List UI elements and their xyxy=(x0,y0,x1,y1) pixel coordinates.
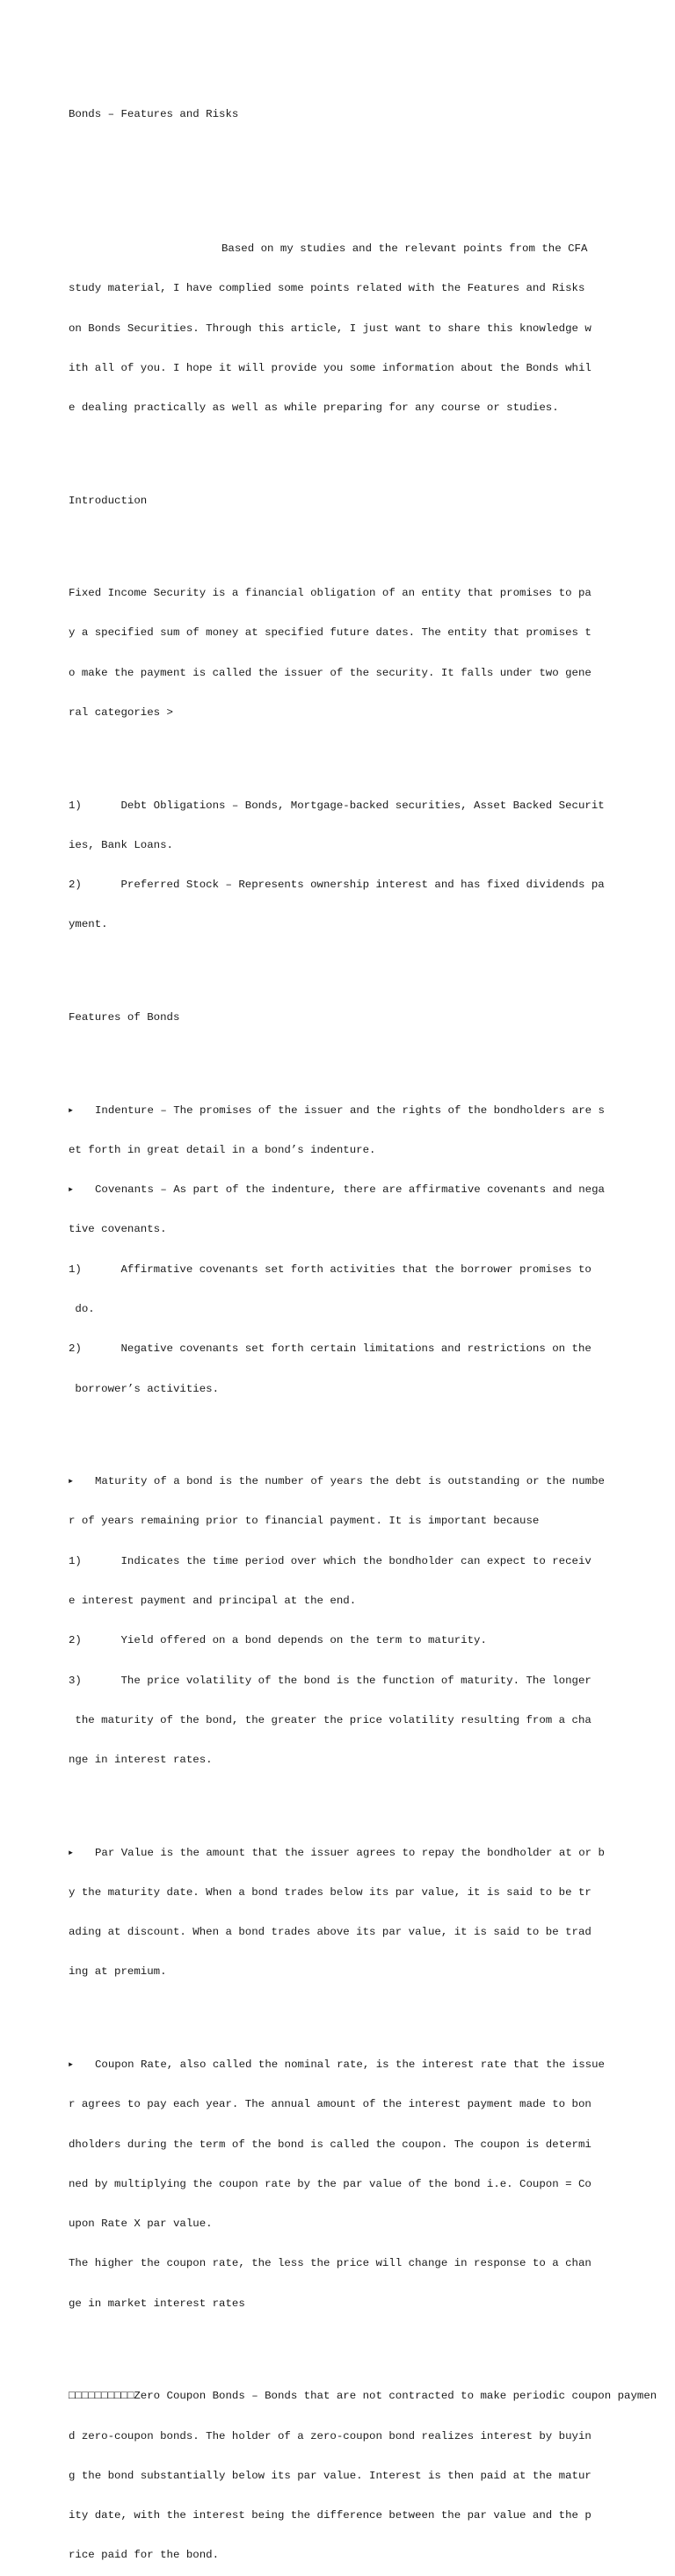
list-item: ► Covenants – As part of the indenture, there are affirmative covenants and nega xyxy=(69,1183,605,1197)
category-line: 1) Debt Obligations – Bonds, Mortgage-backed securities, Asset Backed Securit xyxy=(69,799,605,812)
category-line: ies, Bank Loans. xyxy=(69,838,173,851)
list-item-continuation: do. xyxy=(69,1302,95,1315)
list-item-continuation: nge in interest rates. xyxy=(69,1754,213,1767)
introduction-heading: Introduction xyxy=(69,494,148,507)
intro-line: Based on my studies and the relevant points from the CFA xyxy=(221,242,588,255)
list-item-continuation: ned by multiplying the coupon rate by the par value of the bond i.e. Coupon = Co xyxy=(69,2177,592,2190)
zero-coupon-line: ity date, with the interest being the difference between the par value and the p xyxy=(69,2509,592,2522)
fixed-income-line: o make the payment is called the issuer of the security. It falls under two gene xyxy=(69,666,592,679)
list-item-continuation: r agrees to pay each year. The annual amount of the interest payment made to bon xyxy=(69,2098,592,2111)
list-item-continuation: ading at discount. When a bond trades above its par value, it is said to be trad xyxy=(69,1926,592,1939)
zero-coupon-line: d zero-coupon bonds. The holder of a zero-coupon bond realizes interest by buyin xyxy=(69,2429,592,2442)
document-body xyxy=(69,82,675,2576)
list-item-continuation: dholders during the term of the bond is called the coupon. The coupon is determi xyxy=(69,2138,592,2151)
list-item-continuation: et forth in great detail in a bond’s indenture. xyxy=(69,1143,376,1156)
zero-coupon-line: □□□□□□□□□□Zero Coupon Bonds – Bonds that are not contracted to make periodic coupon paymen xyxy=(69,2390,657,2403)
fixed-income-line: y a specified sum of money at specified future dates. The entity that promises t xyxy=(69,626,592,640)
list-item-continuation: 1) Indicates the time period over which the bondholder can expect to receiv xyxy=(69,1554,592,1567)
list-item: ► Par Value is the amount that the issuer agrees to repay the bondholder at or b xyxy=(69,1846,605,1859)
list-item-continuation: 2) Yield offered on a bond depends on the term to maturity. xyxy=(69,1634,487,1647)
document-title: Bonds – Features and Risks xyxy=(69,108,239,121)
list-item-continuation: The higher the coupon rate, the less the price will change in response to a chan xyxy=(69,2257,592,2270)
fixed-income-line: Fixed Income Security is a financial obligation of an entity that promises to pa xyxy=(69,587,592,600)
list-item: ► Coupon Rate, also called the nominal rate, is the interest rate that the issue xyxy=(69,2059,605,2072)
list-item-continuation: upon Rate X par value. xyxy=(69,2218,213,2231)
list-item-continuation: y the maturity date. When a bond trades below its par value, it is said to be tr xyxy=(69,1885,592,1899)
intro-line: ith all of you. I hope it will provide you some information about the Bonds whil xyxy=(69,361,592,374)
category-line: 2) Preferred Stock – Represents ownership interest and has fixed dividends pa xyxy=(69,879,605,892)
intro-line: e dealing practically as well as while preparing for any course or studies. xyxy=(69,402,559,415)
list-item: ► Maturity of a bond is the number of years the debt is outstanding or the numbe xyxy=(69,1475,605,1488)
category-line: yment. xyxy=(69,918,108,931)
list-item-continuation: 2) Negative covenants set forth certain limitations and restrictions on the xyxy=(69,1342,592,1356)
list-item-continuation: borrower’s activities. xyxy=(69,1382,220,1395)
fixed-income-line: ral categories > xyxy=(69,706,173,720)
list-item-continuation: 1) Affirmative covenants set forth activities that the borrower promises to xyxy=(69,1263,592,1276)
bullet-arrow-icon: ► xyxy=(69,1106,73,1115)
list-item-continuation: ge in market interest rates xyxy=(69,2297,245,2310)
list-item-continuation: tive covenants. xyxy=(69,1223,167,1236)
bullet-arrow-icon: ► xyxy=(69,1186,73,1195)
list-item-continuation: e interest payment and principal at the end. xyxy=(69,1594,357,1607)
zero-coupon-line: g the bond substantially below its par value. Interest is then paid at the matur xyxy=(69,2469,592,2482)
list-item-continuation: 3) The price volatility of the bond is the function of maturity. The longer xyxy=(69,1674,592,1687)
bullet-arrow-icon: ► xyxy=(69,2061,73,2070)
list-item: ► Indenture – The promises of the issuer and the rights of the bondholders are s xyxy=(69,1103,605,1117)
list-item-continuation: r of years remaining prior to financial payment. It is important because xyxy=(69,1515,540,1528)
bullet-arrow-icon: ► xyxy=(69,1849,73,1857)
intro-line: study material, I have complied some points related with the Features and Risks xyxy=(69,282,585,295)
list-item-continuation: the maturity of the bond, the greater the price volatility resulting from a cha xyxy=(69,1713,592,1726)
intro-line: on Bonds Securities. Through this article, I just want to share this knowledge w xyxy=(69,322,592,335)
zero-coupon-line: rice paid for the bond. xyxy=(69,2549,220,2562)
missing-glyph-boxes: □□□□□□□□□□ xyxy=(69,2390,134,2403)
list-item-continuation: ing at premium. xyxy=(69,1965,167,1979)
features-heading: Features of Bonds xyxy=(69,1011,180,1024)
bullet-arrow-icon: ► xyxy=(69,1478,73,1487)
